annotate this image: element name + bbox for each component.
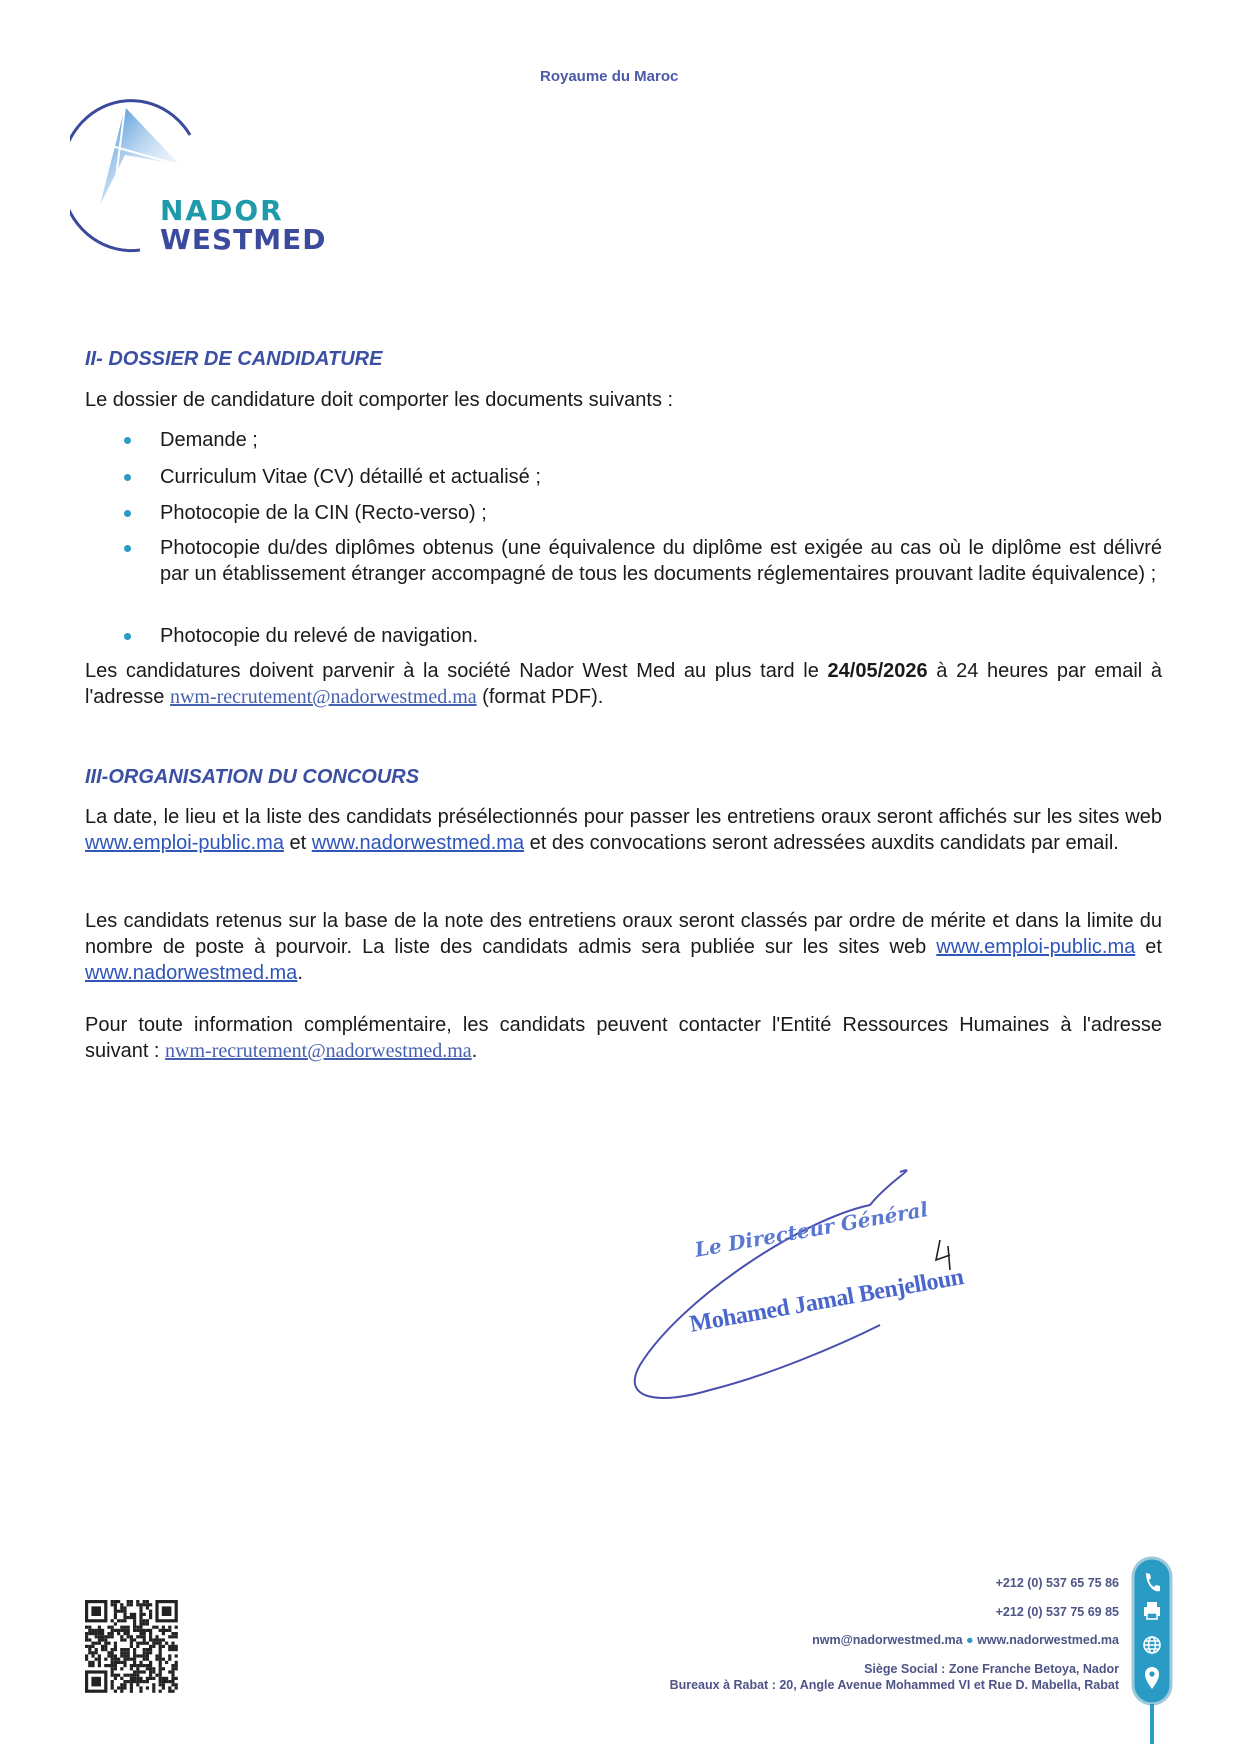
bullet-icon (124, 545, 131, 552)
logo-text-westmed: WESTMED (160, 223, 327, 256)
emploi-public-link[interactable]: www.emploi-public.ma (85, 832, 284, 854)
paragraph-text: . (471, 1040, 478, 1062)
paragraph-text: et (283, 832, 312, 854)
paragraph-publication (85, 804, 1162, 856)
footer-fax: +212 (0) 537 75 69 85 (995, 1605, 1119, 1619)
list-item: Photocopie du/des diplômes obtenus (une équivalence du diplôme est exigée au cas où le diplôme est délivré par un établissement étranger accompagné de tous les documents réglementaires prouvant ladite équivalence) ; (160, 537, 1162, 585)
footer-contact (812, 1632, 1119, 1648)
section-2-heading: II- DOSSIER DE CANDIDATURE (85, 348, 383, 370)
recruitment-email-link[interactable]: nwm-recrutement@nadorwestmed.ma (169, 686, 477, 708)
deadline-text: (format PDF). (476, 686, 604, 708)
footer-phone: +212 (0) 537 65 75 86 (995, 1576, 1119, 1590)
paragraph-contact (85, 1012, 1162, 1064)
list-item: Curriculum Vitae (CV) détaillé et actualisé ; (160, 466, 541, 488)
nadorwestmed-link[interactable]: www.nadorwestmed.ma (85, 962, 298, 984)
footer-contact-pill (1130, 1555, 1174, 1745)
deadline-date: 24/05/2026 (827, 660, 928, 682)
paragraph-text: La date, le lieu et la liste des candidats présélectionnés pour passer les entretiens oraux seront affichés sur les sites web (85, 806, 1162, 828)
bullet-icon (124, 510, 131, 517)
logo-text-nador: NADOR (160, 194, 284, 227)
emploi-public-link[interactable]: www.emploi-public.ma (936, 936, 1136, 958)
deadline-text: à 24 heures par email à l'adresse (85, 660, 1162, 708)
section-2-intro: Le dossier de candidature doit comporter les documents suivants : (85, 389, 674, 411)
country-label: Royaume du Maroc (540, 68, 679, 85)
deadline-paragraph (85, 658, 1162, 710)
paragraph-text: et des convocations seront adressées auxdits candidats par email. (524, 832, 1119, 854)
qr-code (85, 1600, 181, 1696)
separator-dot: ● (966, 1633, 974, 1647)
section-3-heading: III-ORGANISATION DU CONCOURS (85, 766, 420, 788)
footer-website[interactable]: www.nadorwestmed.ma (977, 1633, 1119, 1647)
bullet-icon (124, 633, 131, 640)
footer-email[interactable]: nwm@nadorwestmed.ma (812, 1633, 963, 1647)
paragraph-text: et (1135, 936, 1162, 958)
recruitment-email-link[interactable]: nwm-recrutement@nadorwestmed.ma (165, 1040, 472, 1062)
paragraph-text: Pour toute information complémentaire, les candidats peuvent contacter l'Entité Ressources Humaines à l'adresse suivant : (85, 1014, 1162, 1062)
paragraph-text: Les candidats retenus sur la base de la note des entretiens oraux seront classés par ordre de mérite et dans la limite du nombre de poste à pourvoir. La liste des candidats admis sera publiée sur les sites web (85, 910, 1162, 958)
bullet-icon (124, 474, 131, 481)
bullet-icon (124, 437, 131, 444)
list-item: Photocopie du relevé de navigation. (160, 625, 479, 647)
list-item: Demande ; (160, 429, 258, 451)
paragraph-results (85, 908, 1162, 986)
paragraph-text: . (297, 962, 303, 984)
footer-bureaux: Bureaux à Rabat : 20, Angle Avenue Mohammed VI et Rue D. Mabella, Rabat (669, 1678, 1119, 1692)
list-item: Photocopie de la CIN (Recto-verso) ; (160, 502, 487, 524)
signature-name-stamp: Mohamed Jamal Benjelloun (687, 1264, 966, 1338)
footer-siege: Siège Social : Zone Franche Betoya, Nador (864, 1662, 1119, 1676)
deadline-text: Les candidatures doivent parvenir à la société Nador West Med au plus tard le (85, 660, 828, 682)
signature-title-stamp: Le Directeur Général (692, 1197, 930, 1262)
nadorwestmed-link[interactable]: www.nadorwestmed.ma (311, 832, 525, 854)
